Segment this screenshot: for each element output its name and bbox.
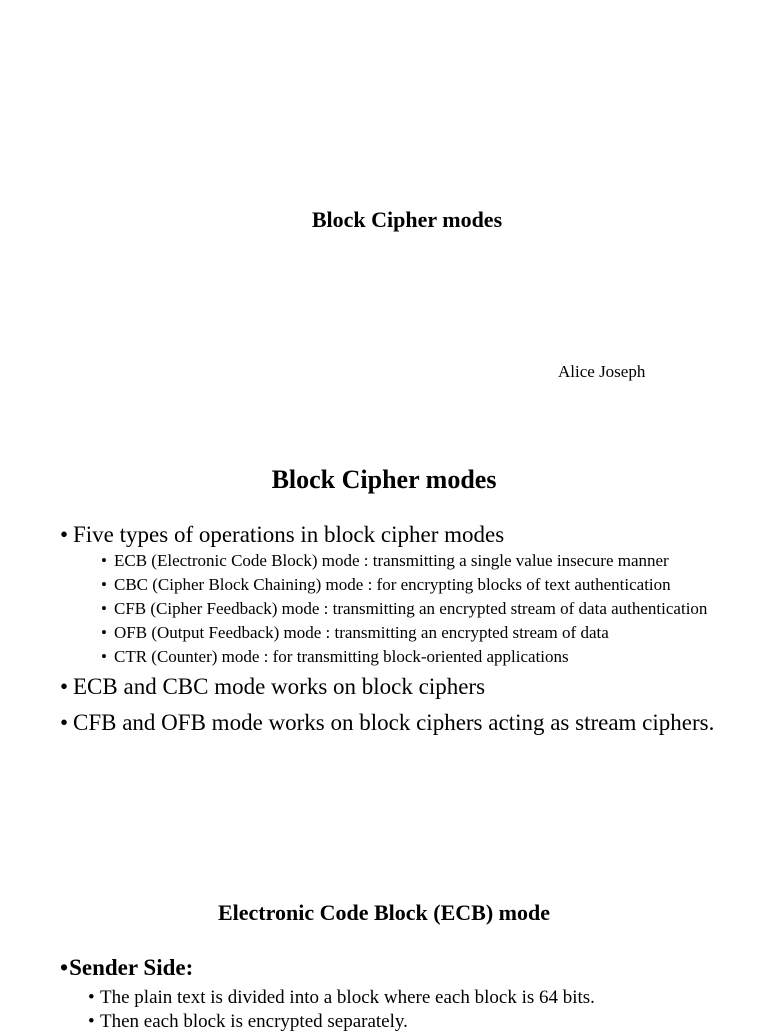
list-item [101, 623, 730, 643]
list-item [101, 599, 730, 619]
sub-bullet-list [73, 551, 730, 667]
bullet-icon: • [60, 955, 69, 980]
subpoint-text: CFB (Cipher Feedback) mode : transmitting an encrypted stream of data authentication [114, 599, 708, 618]
sender-heading [60, 955, 193, 981]
author-name: Alice Joseph [558, 362, 646, 381]
list-item [60, 673, 730, 701]
list-item [101, 575, 730, 595]
bullet-icon: • [60, 674, 69, 699]
bullet-icon: • [88, 1011, 95, 1032]
subpoint-text: CBC (Cipher Block Chaining) mode : for encrypting blocks of text authentication [114, 575, 671, 594]
main-bullet-list [60, 521, 730, 737]
sender-heading-text: Sender Side: [69, 955, 194, 980]
bullet-icon: • [60, 522, 69, 547]
bullet-icon: • [101, 599, 107, 618]
sender-point-text: The plain text is divided into a block where each block is 64 bits. [100, 987, 595, 1008]
subpoint-text: ECB (Electronic Code Block) mode : transmitting a single value insecure manner [114, 551, 669, 570]
bullet-icon: • [101, 623, 107, 642]
list-item [88, 986, 748, 1010]
slide2-title: Block Cipher modes [271, 465, 497, 494]
sender-point-text: Then each block is encrypted separately. [100, 1011, 408, 1032]
point-text: ECB and CBC mode works on block ciphers [73, 674, 486, 699]
point-text: CFB and OFB mode works on block ciphers acting as stream ciphers. [73, 710, 715, 735]
bullet-icon: • [88, 987, 95, 1008]
subpoint-text: CTR (Counter) mode : for transmitting block-oriented applications [114, 647, 569, 666]
subpoint-text: OFB (Output Feedback) mode : transmitting an encrypted stream of data [114, 623, 609, 642]
list-item [88, 1010, 748, 1034]
list-item [60, 709, 730, 737]
bullet-icon: • [101, 575, 107, 594]
sender-bullet-list [88, 986, 748, 1034]
list-item [101, 647, 730, 667]
bullet-icon: • [101, 551, 107, 570]
point-text: Five types of operations in block cipher modes [73, 522, 505, 547]
slide1-title: Block Cipher modes [311, 207, 503, 232]
list-item [101, 551, 730, 571]
bullet-icon: • [60, 710, 69, 735]
bullet-icon: • [101, 647, 107, 666]
slide3-title: Electronic Code Block (ECB) mode [217, 900, 550, 925]
list-item [60, 521, 730, 667]
